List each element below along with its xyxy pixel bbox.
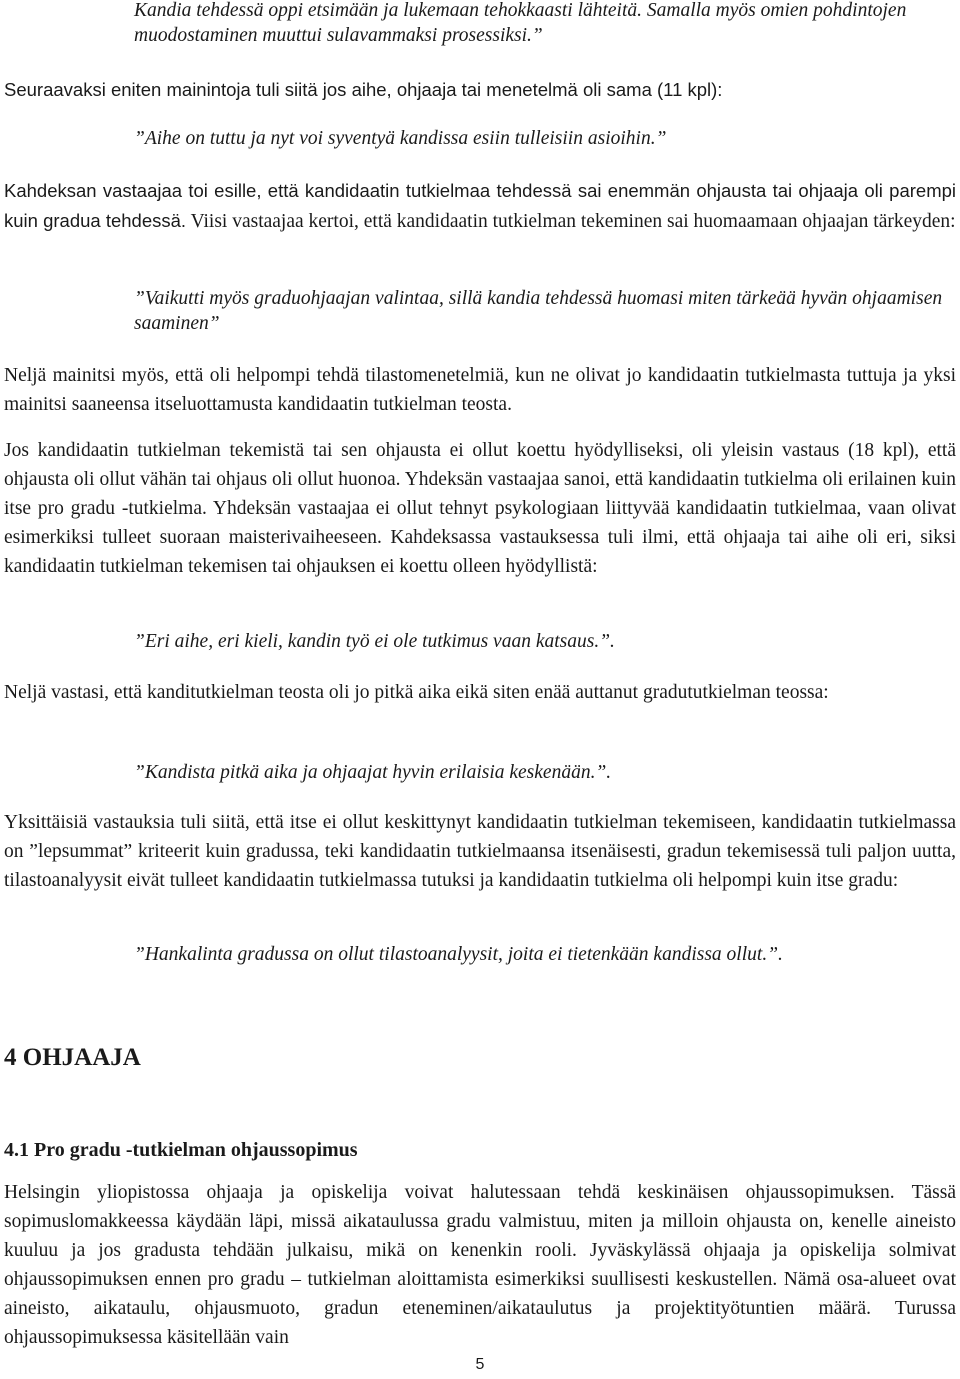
paragraph-kahdeksan (4, 176, 956, 236)
quote-eri: ”Eri aihe, eri kieli, kandin työ ei ole tutkimus vaan katsaus.”. (134, 631, 615, 652)
quote-top: Kandia tehdessä oppi etsimään ja lukemaan tehokkaasti lähteitä. Samalla myös omien pohdintojen muodostaminen muuttui sulavammaksi prosessiksi.” (134, 0, 907, 46)
paragraph-kahdeksan-text: Kahdeksan vastaajaa toi esille, että kandidaatin tutkielmaa tehdessä sai enemmän ohjausta tai ohjaaja oli parempi kuin gradua tehdessä. (4, 180, 956, 231)
section-heading: 4.1 Pro gradu -tutkielman ohjaussopimus (4, 1139, 358, 1161)
quote-aihe: ”Aihe on tuttu ja nyt voi syventyä kandissa esiin tulleisiin asioihin.” (134, 128, 667, 149)
quote-kandista: ”Kandista pitkä aika ja ohjaajat hyvin erilaisia keskenään.”. (134, 762, 612, 783)
chapter-heading: 4 OHJAAJA (4, 1044, 141, 1071)
paragraph-nelja-1: Neljä mainitsi myös, että oli helpompi tehdä tilastomenetelmiä, kun ne olivat jo kandidaatin tutkielmasta tuttuja ja yksi mainitsi saaneensa itseluottamusta kandidaatin tutkielman teosta. (4, 365, 956, 415)
paragraph-viisi-text: Viisi vastaajaa kertoi, että kandidaatin tutkielman tekeminen sai huomaamaan ohjaajan tärkeyden: (186, 211, 956, 232)
paragraph-yksittaisia: Yksittäisiä vastauksia tuli siitä, että itse ei ollut keskittynyt kandidaatin tutkielman tekemiseen, kandidaatin tutkielmassa on ”lepsummat” kriteerit kuin gradussa, teki kandidaatin tutkielmaansa itsenäisesti, gradun tekemisessä tuli paljon uutta, tilastoanalyysit eivät tulleet kandidaatin tutkielmassa tutuksi ja kandidaatin tutkielma oli helpompi kuin itse gradu: (4, 812, 956, 891)
quote-vaikutti: ”Vaikutti myös graduohjaajan valintaa, sillä kandia tehdessä huomasi miten tärkeää hyvän ohjaamisen saaminen” (134, 288, 943, 334)
paragraph-seuraavaksi: Seuraavaksi eniten mainintoja tuli siitä jos aihe, ohjaaja tai menetelmä oli sama (11 kpl): (4, 79, 723, 100)
paragraph-helsingin: Helsingin yliopistossa ohjaaja ja opiskelija voivat halutessaan tehdä keskinäisen ohjaussopimuksen. Tässä sopimuslomakkeessa käydään läpi, missä aikataulussa gradu valmistuu, miten ja milloin ohjausta on, kenelle aineisto kuuluu ja jos gradusta tehdään julkaisu, mikä on kenenkin rooli. Jyväskylässä ohjaaja ja opiskelija solmivat ohjaussopimuksen ennen pro gradu – tutkielman aloittamista esimerkiksi suullisesti keskustellen. Nämä osa-alueet ovat aineisto, aikataulu, ohjausmuoto, gradun eteneminen/aikataulutus ja projektityötuntien määrä. Turussa ohjaussopimuksessa käsitellään vain (4, 1182, 956, 1348)
paragraph-jos: Jos kandidaatin tutkielman tekemistä tai sen ohjausta ei ollut koettu hyödylliseksi, oli yleisin vastaus (18 kpl), että ohjausta oli ollut vähän tai ohjaus oli ollut huonoa. Yhdeksän vastaajaa sanoi, että kandidaatin tutkielma oli erilainen kuin itse pro gradu -tutkielma. Yhdeksän vastaajaa ei ollut tehnyt psykologiaan liittyvää kandidaatin tutkielmaa, vaan olivat esimerkiksi tulleet suoraan maisterivaiheeseen. Kahdeksassa vastauksessa tuli ilmi, että ohjaaja tai aihe oli eri, siksi kandidaatin tutkielman tekemisen tai ohjauksen ei koettu olleen hyödyllistä: (4, 440, 956, 577)
page-number: 5 (475, 1356, 485, 1373)
quote-hankalinta: ”Hankalinta gradussa on ollut tilastoanalyysit, joita ei tietenkään kandissa ollut.”. (134, 944, 783, 965)
paragraph-nelja-2: Neljä vastasi, että kanditutkielman teosta oli jo pitkä aika eikä siten enää auttanut gradututkielman teossa: (4, 682, 829, 703)
